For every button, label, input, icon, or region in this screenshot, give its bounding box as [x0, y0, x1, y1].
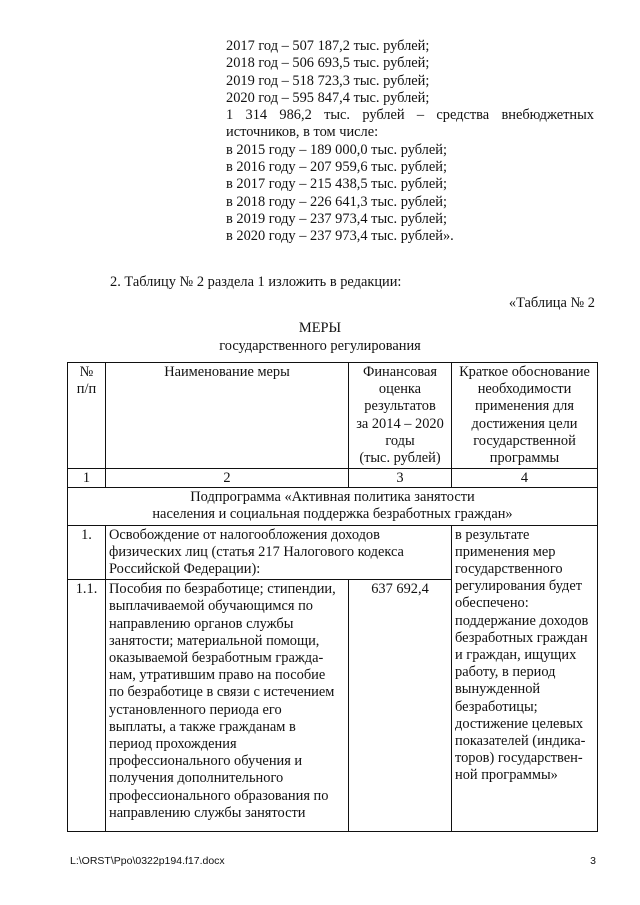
justification-line: безработных граждан: [455, 629, 588, 646]
extrabudget-line: источников, в том числе:: [226, 124, 379, 141]
measure-name: [106, 525, 452, 580]
subprogram-line: Подпрограмма «Активная политика занятости: [190, 489, 475, 506]
table-title: [0, 319, 640, 355]
header-text: применения для: [475, 398, 574, 415]
measure-line: профессионального образования по: [109, 787, 329, 804]
paragraph-2: 2. Таблицу № 2 раздела 1 изложить в редакции:: [110, 274, 402, 290]
header-text: №: [79, 364, 94, 380]
header-justification: [452, 363, 598, 469]
measure-line: направлению органов службы: [109, 615, 294, 632]
justification-line: показателей (индика-: [455, 733, 586, 750]
column-number: 3: [349, 469, 452, 488]
header-text: Финансовая: [362, 364, 438, 380]
subprogram-row: [68, 488, 598, 525]
measure-line: направлению службы занятости: [109, 804, 306, 821]
header-text: годы: [385, 432, 415, 449]
measure-line: период прохождения: [109, 736, 237, 753]
page-number: 3: [590, 855, 596, 867]
measure-name: [106, 580, 349, 832]
row-number: 1.: [68, 525, 106, 580]
measure-line: установленного периода его: [109, 701, 282, 718]
header-text: оценка: [378, 381, 422, 398]
measure-line: получения дополнительного: [109, 770, 284, 787]
justification-line: безработицы;: [455, 698, 538, 715]
summary-line: 2018 год – 506 693,5 тыс. рублей;: [226, 55, 430, 72]
table-number: «Таблица № 2: [508, 295, 595, 311]
summary-line: 2020 год – 595 847,4 тыс. рублей;: [226, 89, 430, 106]
table-title-line: государственного регулирования: [219, 338, 421, 354]
justification-line: в результате: [455, 526, 530, 543]
justification-line: обеспечено:: [455, 595, 529, 612]
header-text: (тыс. рублей): [359, 450, 441, 467]
header-text: Краткое обоснование: [459, 364, 590, 380]
table-title-line: МЕРЫ: [298, 320, 342, 336]
justification-line: вынужденной: [455, 681, 541, 698]
financial-value: 637 692,4: [349, 580, 452, 832]
summary-block: [226, 38, 594, 246]
header-text: за 2014 – 2020: [356, 415, 444, 432]
justification-line: работу, в период: [455, 664, 556, 681]
header-text: государственной: [473, 432, 576, 449]
justification-line: регулирования будет: [455, 578, 582, 595]
justification-line: торов) государствен-: [455, 750, 583, 767]
measure-line: выплаты, а также гражданам в: [109, 718, 296, 735]
justification-line: государственного: [455, 561, 563, 578]
column-number: 2: [106, 469, 349, 488]
column-number: 1: [68, 469, 106, 488]
justification-line: применения мер: [455, 543, 556, 560]
measure-line: Освобождение от налогообложения доходов: [109, 526, 380, 543]
justification-line: ной программы»: [455, 767, 558, 784]
subprogram-line: населения и социальная поддержка безработных граждан»: [152, 506, 513, 523]
justification-line: достижение целевых: [455, 715, 584, 732]
subprogram-title: [68, 488, 598, 525]
measure-line: профессионального обучения и: [109, 753, 303, 770]
header-text: программы: [489, 450, 560, 467]
extrabudget-year: в 2018 году – 226 641,3 тыс. рублей;: [226, 193, 447, 210]
justification-cell: [452, 525, 598, 832]
extrabudget-year: в 2020 году – 237 973,4 тыс. рублей».: [226, 228, 454, 245]
header-num: [68, 363, 106, 469]
extrabudget-line: 1 314 986,2 тыс. рублей – средства внебюджетных: [226, 107, 594, 124]
header-text: п/п: [76, 381, 97, 398]
header-text: достижения цели: [471, 415, 578, 432]
summary-line: 2019 год – 518 723,3 тыс. рублей;: [226, 72, 430, 89]
extrabudget-year: в 2015 году – 189 000,0 тыс. рублей;: [226, 141, 447, 158]
measure-line: нам, утратившим право на пособие: [109, 667, 326, 684]
table-header-row: [68, 363, 598, 469]
row-number: 1.1.: [68, 580, 106, 832]
column-number: 4: [452, 469, 598, 488]
extrabudget-year: в 2017 году – 215 438,5 тыс. рублей;: [226, 176, 447, 193]
table-numbering-row: [68, 469, 598, 488]
justification-line: и граждан, ищущих: [455, 647, 577, 664]
extrabudget-year: в 2019 году – 237 973,4 тыс. рублей;: [226, 210, 447, 227]
footer-file-path: L:\ORST\Ppo\0322p194.f17.docx: [70, 855, 225, 867]
measure-line: физических лиц (статья 217 Налогового кодекса: [109, 543, 404, 560]
measures-table: [67, 362, 598, 832]
measure-line: выплачиваемой обучающимся по: [109, 598, 314, 615]
measure-line: Пособия по безработице; стипендии,: [109, 581, 336, 598]
table-row: [68, 525, 598, 580]
header-text: необходимости: [477, 381, 572, 398]
header-text: результатов: [364, 398, 436, 415]
extrabudget-year: в 2016 году – 207 959,6 тыс. рублей;: [226, 159, 447, 176]
measure-line: Российской Федерации):: [109, 561, 261, 578]
measure-line: по безработице в связи с истечением: [109, 684, 335, 701]
justification-line: поддержание доходов: [455, 612, 589, 629]
header-value: [349, 363, 452, 469]
measure-line: занятости; материальной помощи,: [109, 632, 320, 649]
header-name: Наименование меры: [106, 363, 349, 469]
summary-line: 2017 год – 507 187,2 тыс. рублей;: [226, 38, 430, 54]
measure-line: оказываемой безработным гражда-: [109, 650, 324, 667]
